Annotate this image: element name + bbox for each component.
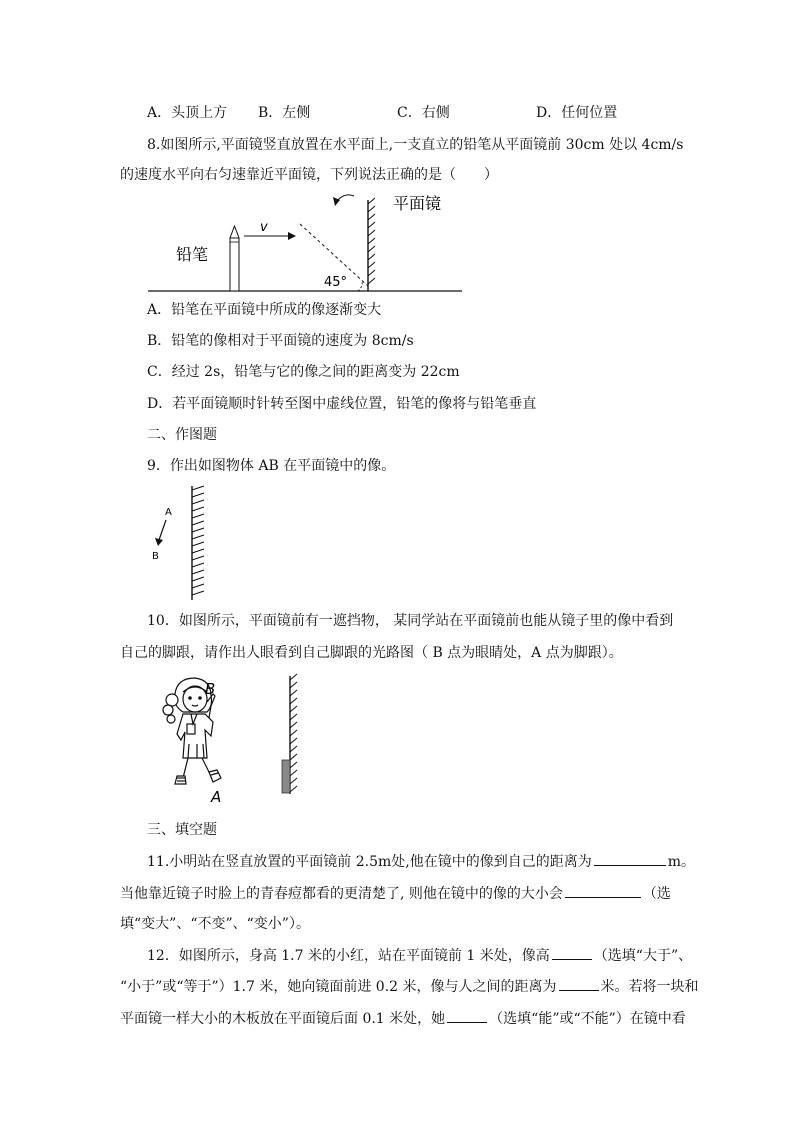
q8-option-d: D．若平面镜顺时针转至图中虚线位置，铅笔的像将与铅笔垂直 [147,396,537,412]
q11-line2 [120,883,671,904]
mirror-icon [192,486,204,600]
q11-line1-unit: m。 [667,854,695,870]
q8-figure [140,188,470,298]
q11-line1-text: 11.小明站在竖直放置的平面镜前 2.5m处,他在镜中的像到自己的距离为 [147,854,592,870]
heel-point-a-label: A [211,788,222,806]
pencil-label: 铅笔 [176,245,209,264]
q10-stem-line1: 10．如图所示，平面镜前有一遮挡物， 某同学站在平面镜前也能从镜子里的像中看到 [147,613,674,629]
q10-figure [155,672,305,808]
q12-line3-text: 平面镜一样大小的木板放在平面镜后面 0.1 米处，她 [120,1011,446,1027]
obstacle-block [282,760,290,793]
point-a-label: A [165,507,172,518]
object-ab-arrow [155,520,166,546]
q9-stem: 9．作出如图物体 AB 在平面镜中的像。 [147,458,396,474]
q12-line3-tail: （选填“能”或“不能”）在镜中看 [489,1011,686,1027]
q9-figure [140,482,220,604]
q8-stem-line2: 的速度水平向右匀速靠近平面镜，下列说法正确的是（ ） [120,167,498,183]
q10-stem-line2: 自己的脚跟，请作出人眼看到自己脚跟的光路图（ B 点为眼睛处，A 点为脚跟）。 [120,645,623,661]
q12-blank-3[interactable] [447,1008,487,1023]
q7-option-b: B．左侧 [258,105,311,121]
q7-option-a: A．头顶上方 [147,105,228,121]
q11-blank-1[interactable] [594,851,666,866]
q12-line1-tail: （选填“大于”、 [593,948,693,964]
q11-line2-text: 当他靠近镜子时脸上的青春痘都看的更清楚了, 则他在镜中的像的大小会 [120,886,563,902]
angle-label: 45° [324,275,348,290]
q12-line2-tail: 米。若将一块和 [600,979,699,995]
q7-option-d: D．任何位置 [536,105,618,121]
velocity-arrow [244,232,296,240]
pencil-icon [230,226,239,291]
q11-blank-2[interactable] [565,883,641,898]
q12-line3 [120,1008,686,1029]
angle-arc [358,280,362,291]
q11-line2-tail: （选 [642,886,671,902]
q11-line3: 填“变大”、“不变”、“变小”）。 [120,916,310,932]
mirror-icon [290,674,297,794]
mirror-label: 平面镜 [393,194,442,213]
point-b-label: B [152,551,159,562]
q12-blank-1[interactable] [552,945,592,960]
q12-blank-2[interactable] [559,976,599,991]
q7-option-c: C．右侧 [397,105,450,121]
q8-option-a: A．铅笔在平面镜中所成的像逐渐变大 [147,302,382,318]
q12-line2 [120,976,699,997]
q12-line1-text: 12．如图所示，身高 1.7 米的小红，站在平面镜前 1 米处，像高 [147,948,550,964]
velocity-label: v [260,220,268,235]
q8-option-c: C．经过 2s，铅笔与它的像之间的距离变为 22cm [147,364,460,380]
mirror-icon [368,198,375,291]
q12-line1 [147,945,692,966]
q8-stem-line1: 8.如图所示,平面镜竖直放置在水平面上,一支直立的铅笔从平面镜前 30cm 处以 4cm/s [147,137,684,153]
section3-title: 三、填空题 [147,822,217,838]
eye-point-b-label: B [205,680,216,698]
q12-line2-text: “小于”或“等于”）1.7 米，她向镜面前进 0.2 米，像与人之间的距离为 [120,979,557,995]
q11-line1 [147,851,695,872]
q8-option-b: B．铅笔的像相对于平面镜的速度为 8cm/s [147,333,414,349]
section2-title: 二、作图题 [147,427,217,443]
